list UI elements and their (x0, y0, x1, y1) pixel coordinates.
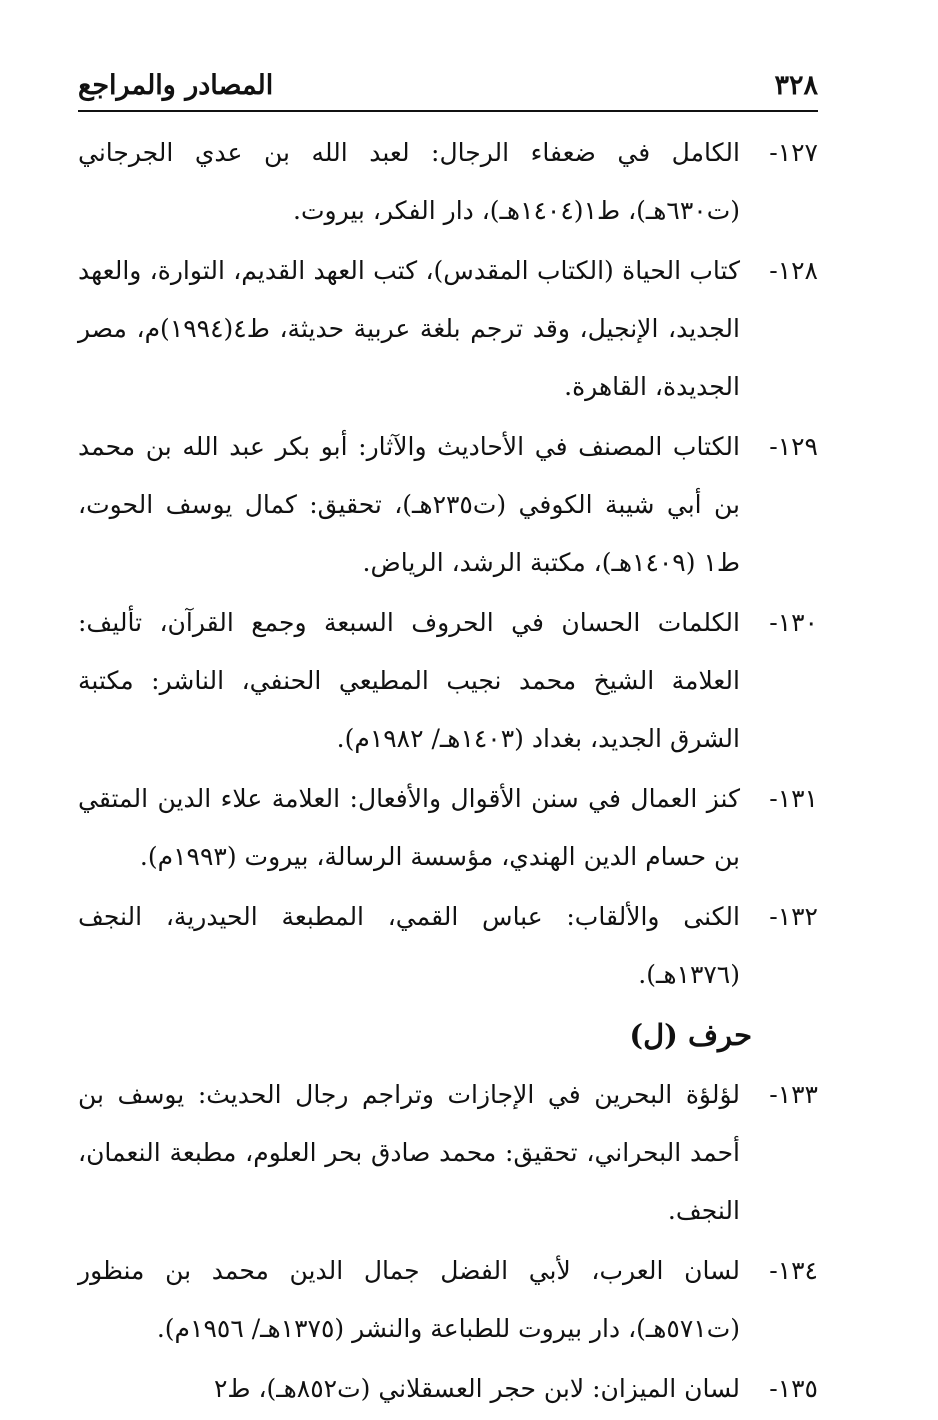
entry-text: لؤلؤة البحرين في الإجازات وتراجم رجال الحديث: يوسف بن أحمد البحراني، تحقيق: محمد صادق بحر العلوم، مطبعة النعمان، النجف. (78, 1080, 740, 1225)
bibliography-entry (78, 418, 818, 592)
bibliography-entry (78, 1360, 818, 1418)
entry-number: ١٣٠- (769, 608, 818, 637)
entry-text: لسان العرب، لأبي الفضل جمال الدين محمد بن منظور (ت٥٧١هـ)، دار بيروت للطباعة والنشر (١٣٧٥هـ/ ١٩٥٦م). (78, 1256, 740, 1343)
bibliography-entry (78, 1242, 818, 1358)
entry-number: ١٣٥- (769, 1374, 818, 1403)
entry-number: ١٣٢- (769, 902, 818, 931)
entry-text: كنز العمال في سنن الأقوال والأفعال: العلامة علاء الدين المتقي بن حسام الدين الهندي، مؤسسة الرسالة، بيروت (١٩٩٣م). (78, 784, 740, 871)
entry-number: ١٣٣- (769, 1080, 818, 1109)
entry-number: ١٢٧- (769, 138, 818, 167)
running-head (78, 66, 818, 110)
entry-number: ١٢٨- (769, 256, 818, 285)
bibliography-entry (78, 770, 818, 886)
entry-text: كتاب الحياة (الكتاب المقدس)، كتب العهد القديم، التوارة، والعهد الجديد، الإنجيل، وقد ترجم بلغة عربية حديثة، ط٤(١٩٩٤)م، مصر الجديدة، القاهرة. (78, 256, 740, 401)
entry-number: ١٣١- (769, 784, 818, 813)
section-title: المصادر والمراجع (78, 70, 274, 101)
entry-number: ١٢٩- (769, 432, 818, 461)
bibliography-entry (78, 594, 818, 768)
bibliography-entry (78, 124, 818, 240)
entry-number: ١٣٤- (769, 1256, 818, 1285)
page-number: ٣٢٨ (774, 70, 818, 101)
letter-section-heading: حرف (ل) (629, 1018, 752, 1052)
entry-text: لسان الميزان: لابن حجر العسقلاني (ت٨٥٢هـ)، ط٢ (213, 1374, 740, 1403)
bibliography-entry (78, 1066, 818, 1240)
bibliography-entry (78, 242, 818, 416)
entry-text: الكلمات الحسان في الحروف السبعة وجمع القرآن، تأليف: العلامة الشيخ محمد نجيب المطيعي الحنفي، الناشر: مكتبة الشرق الجديد، بغداد (١٤٠٣هـ/ ١٩٨٢م). (78, 608, 740, 753)
entry-text: الكامل في ضعفاء الرجال: لعبد الله بن عدي الجرجاني (ت٦٣٠هـ)، ط١(١٤٠٤هـ)، دار الفكر، بيروت. (78, 138, 740, 225)
bibliography-list (78, 124, 818, 1420)
header-rule (78, 110, 818, 112)
entry-text: الكتاب المصنف في الأحاديث والآثار: أبو بكر عبد الله بن محمد بن أبي شيبة الكوفي (ت٢٣٥هـ)، تحقيق: كمال يوسف الحوت، ط١ (١٤٠٩هـ)، مكتبة الرشد، الرياض. (78, 432, 740, 577)
bibliography-entry (78, 888, 818, 1004)
entry-text: الكنى والألقاب: عباس القمي، المطبعة الحيدرية، النجف (١٣٧٦هـ). (78, 902, 740, 989)
